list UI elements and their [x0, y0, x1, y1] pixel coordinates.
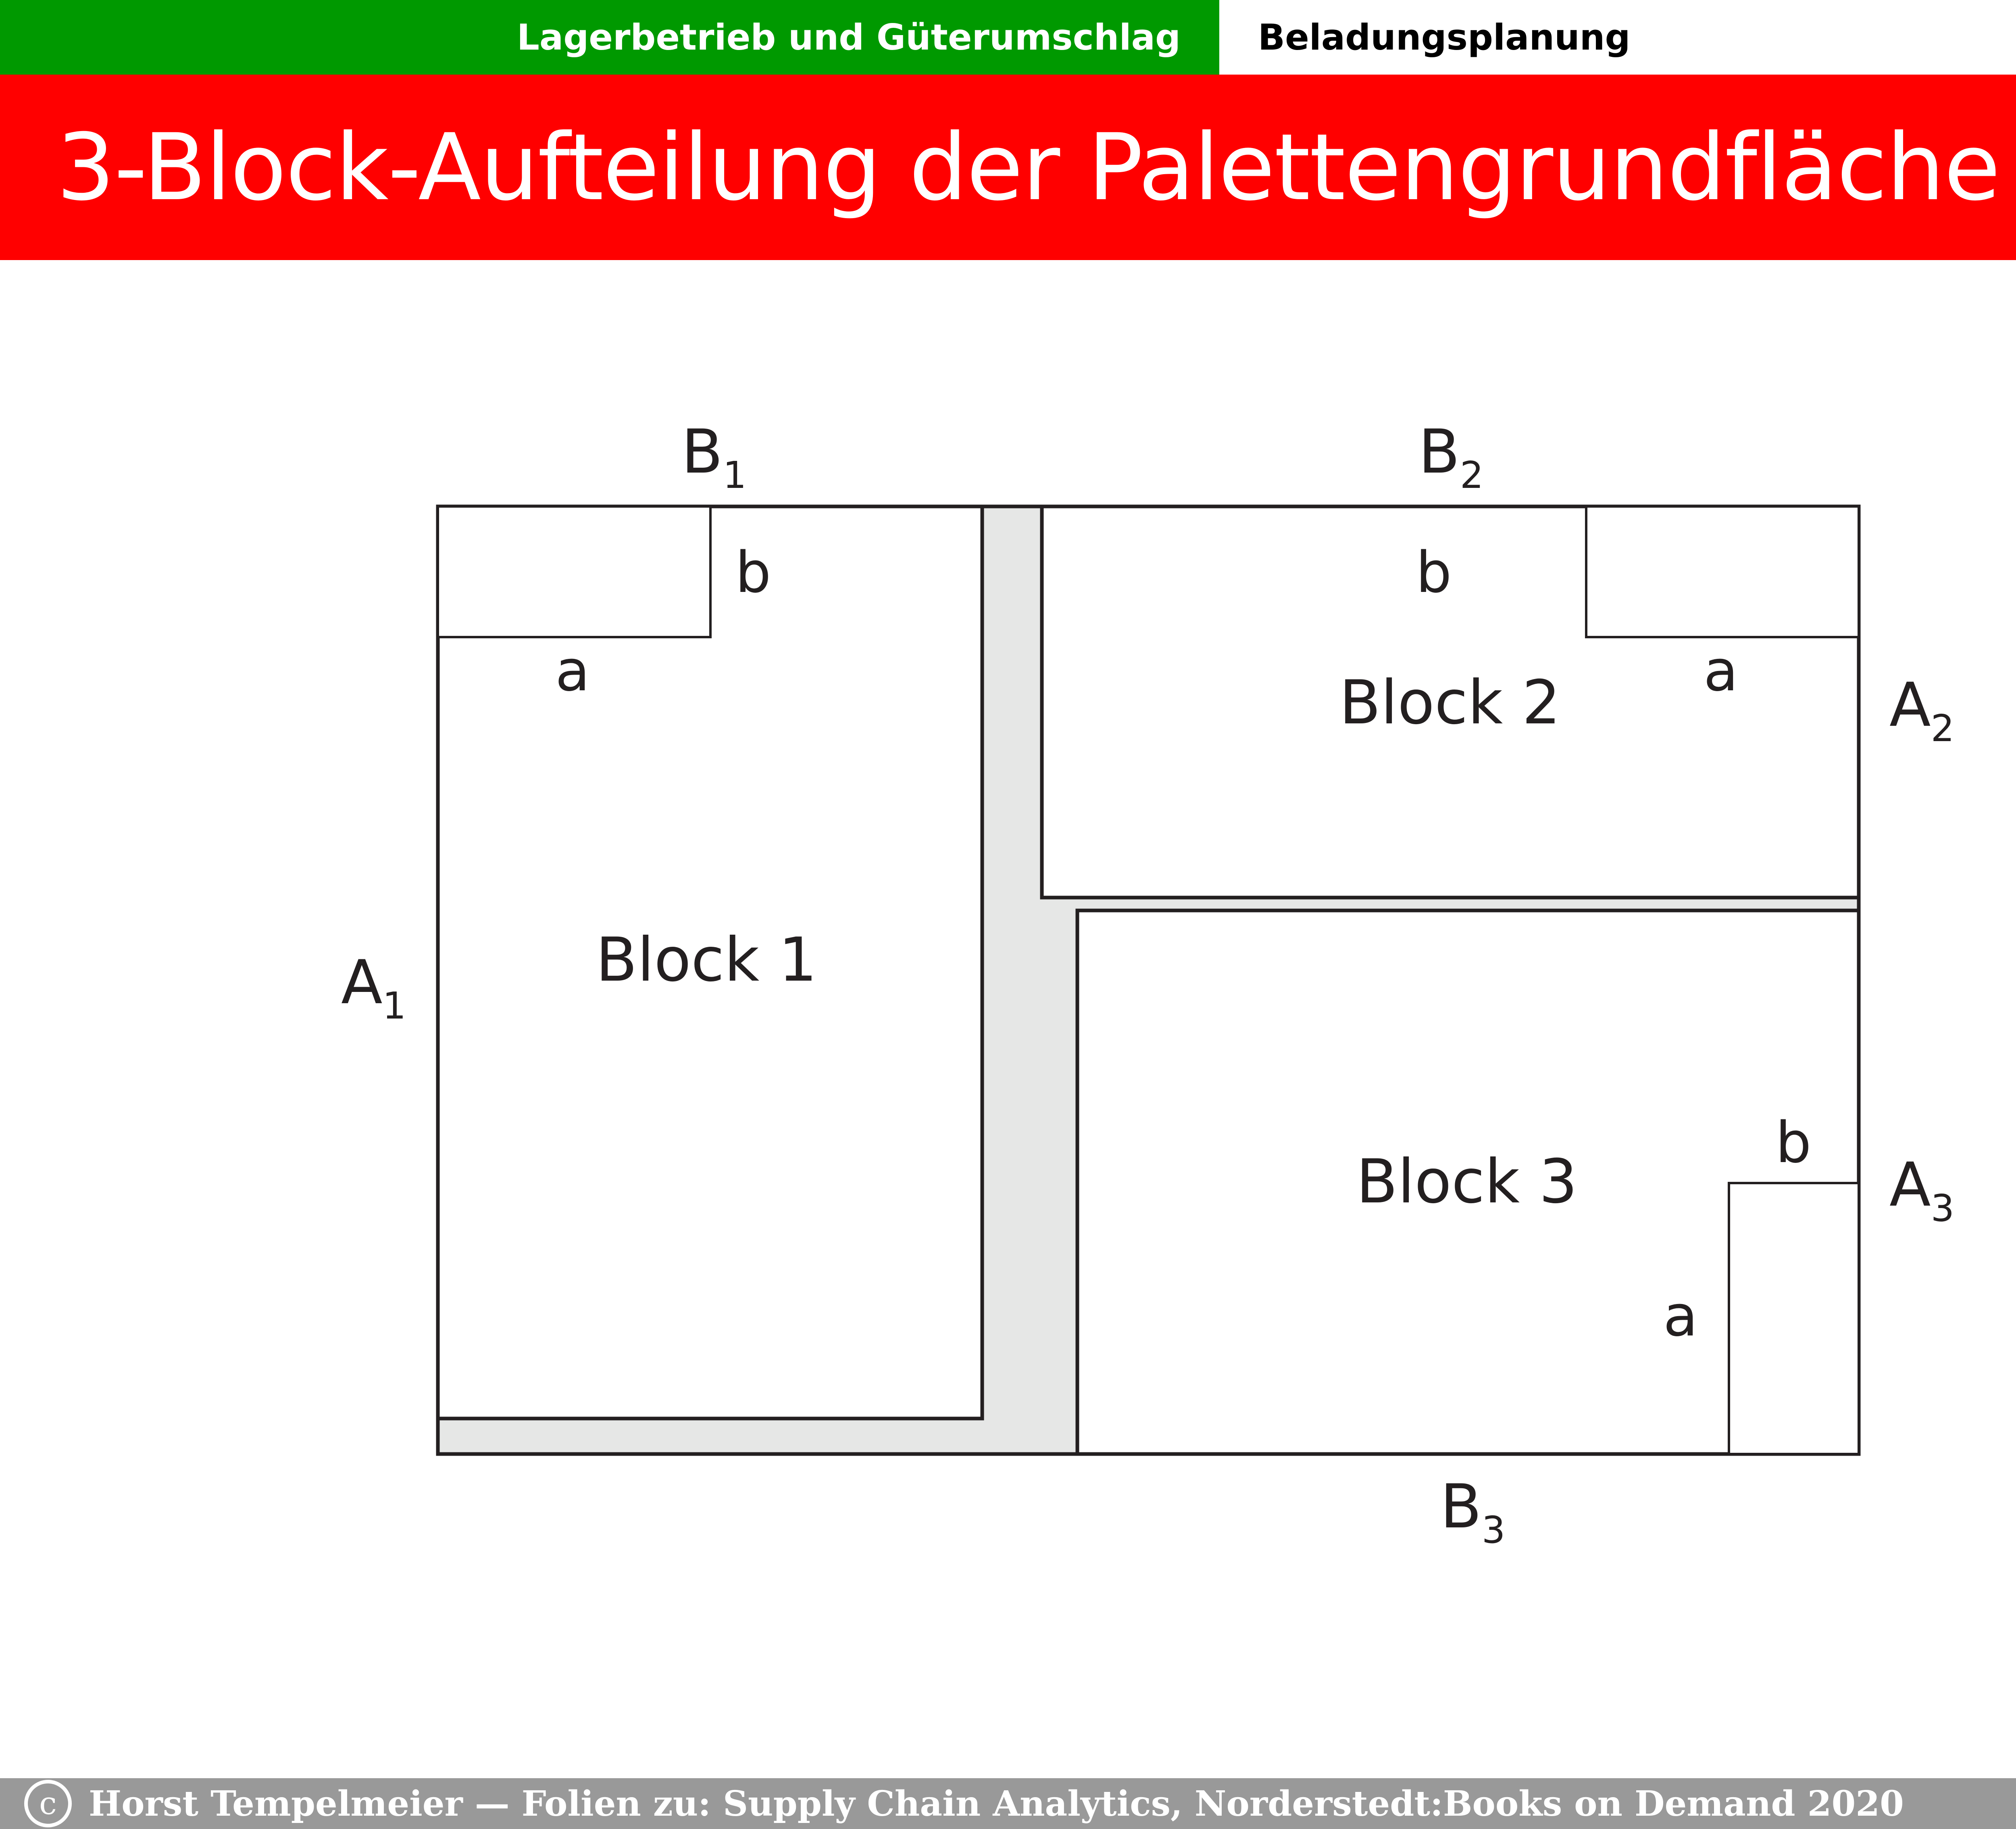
- dim-b1-label: $B_1$: [681, 417, 747, 497]
- block-1-box-side-b: b: [735, 540, 771, 606]
- nav-section-link[interactable]: Lagerbetrieb und Güterumschlag: [0, 0, 1219, 75]
- footer-citation-group: [24, 1780, 1904, 1827]
- dim-b2-label: $B_2$: [1418, 417, 1484, 497]
- block-2-box-side-b: b: [1416, 540, 1452, 606]
- footer-bar: [0, 1778, 2016, 1829]
- block-1-sample-box: [438, 506, 710, 637]
- copyright-icon: c: [24, 1780, 72, 1827]
- block-3-sample-box: [1729, 1183, 1859, 1454]
- dim-a1-label: $A_1$: [341, 948, 406, 1027]
- block-1-label: Block 1: [596, 925, 817, 995]
- block-3-label: Block 3: [1356, 1147, 1578, 1217]
- block-2-box-side-a: a: [1704, 638, 1738, 704]
- block-2-label: Block 2: [1339, 668, 1561, 738]
- footer-citation: Horst Tempelmeier — Folien zu: Supply Chain Analytics, Norderstedt:Books on Demand 2020: [89, 1783, 1904, 1824]
- slide-title: 3-Block-Aufteilung der Palettengrundfläche: [56, 114, 2000, 221]
- block-3-box-side-a: a: [1663, 1283, 1698, 1349]
- block-2-sample-box: [1586, 506, 1859, 637]
- dim-a2-label: $A_2$: [1889, 670, 1955, 750]
- block-1-box-side-a: a: [555, 638, 590, 704]
- dim-b3-label: $B_3$: [1440, 1472, 1506, 1552]
- nav-subsection-link[interactable]: Beladungsplanung: [1219, 0, 2016, 75]
- block-3-box-side-b: b: [1775, 1110, 1812, 1176]
- dim-a3-label: $A_3$: [1889, 1150, 1955, 1230]
